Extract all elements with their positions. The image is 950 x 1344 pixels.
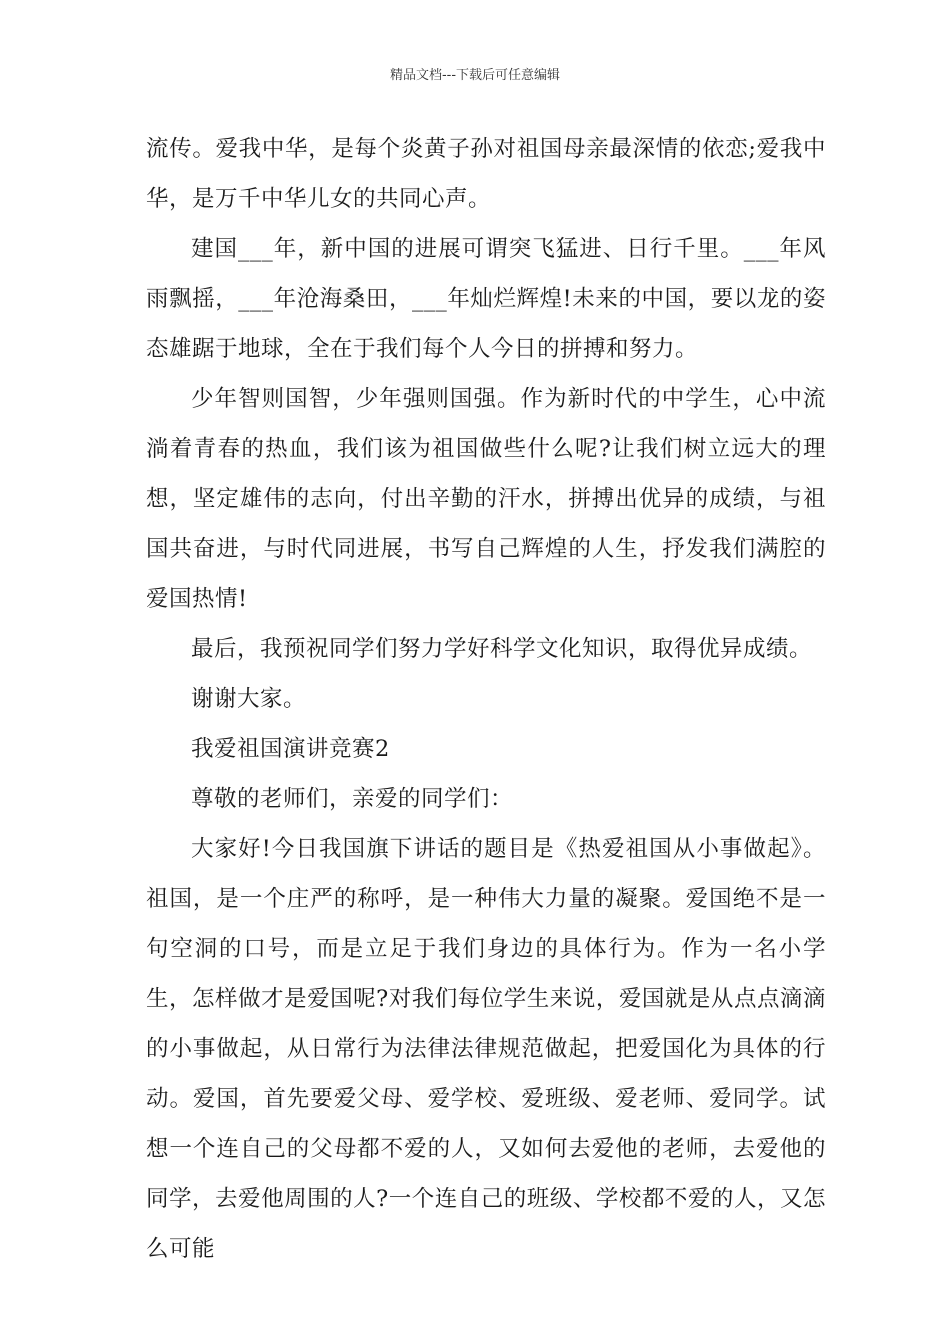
paragraph-1: 流传。爱我中华，是每个炎黄子孙对祖国母亲最深情的依恋;爱我中华，是万千中华儿女的共同心声。 [146, 136, 826, 212]
paragraph-4: 最后，我预祝同学们努力学好科学文化知识，取得优异成绩。 [191, 636, 813, 662]
section-title: 我爱祖国演讲竞赛2 [191, 736, 390, 762]
paragraph-2: 建国___年，新中国的进展可谓突飞猛进、日行千里。___年风雨飘摇，___年沧海桑田，___年灿烂辉煌!未来的中国，要以龙的姿态雄踞于地球，全在于我们每个人今日的拼搏和努力。 [146, 236, 826, 362]
paragraph-8: 大家好!今日我国旗下讲话的题目是《热爱祖国从小事做起》。祖国，是一个庄严的称呼，是一种伟大力量的凝聚。爱国绝不是一句空洞的口号，而是立足于我们身边的具体行为。作为一名小学生，怎样做才是爱国呢?对我们每位学生来说，爱国就是从点点滴滴的小事做起，从日常行为法律法律规范做起，把爱国化为具体的行动。爱国，首先要爱父母、爱学校、爱班级、爱老师、爱同学。试想一个连自己的父母都不爱的人，又如何去爱他的老师，去爱他的同学，去爱他周围的人?一个连自己的班级、学校都不爱的人，又怎么可能 [146, 836, 826, 1262]
paragraph-3: 少年智则国智，少年强则国强。作为新时代的中学生，心中流淌着青春的热血，我们该为祖国做些什么呢?让我们树立远大的理想，坚定雄伟的志向，付出辛勤的汗水，拼搏出优异的成绩，与祖国共奋进，与时代同进展，书写自己辉煌的人生，抒发我们满腔的爱国热情! [146, 386, 826, 612]
salutation: 尊敬的老师们，亲爱的同学们： [191, 786, 514, 812]
document-body [146, 124, 826, 1274]
paragraph-5: 谢谢大家。 [191, 686, 307, 712]
page-header: 精品文档---下载后可任意编辑 [389, 68, 561, 83]
